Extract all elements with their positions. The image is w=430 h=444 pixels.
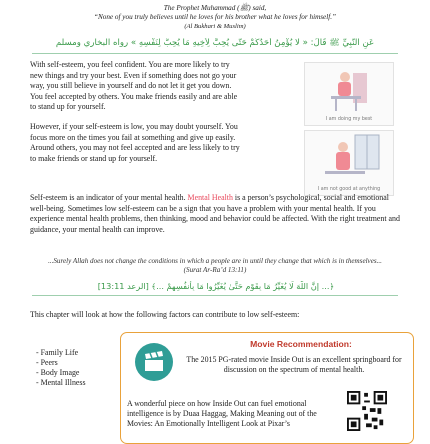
- movie-title: Movie Recommendation:: [250, 339, 352, 349]
- hadith-quote: [30, 4, 400, 31]
- qr-code-icon[interactable]: [347, 391, 387, 431]
- illustration-doing-best: [304, 62, 394, 126]
- divider: [32, 53, 398, 54]
- clapperboard-icon: [135, 343, 173, 381]
- paragraph-self-esteem-low: However, if your self-esteem is low, you may doubt yourself. You focus more on the times you fail at something and give up easily. Around others, you may not feel accepted and are less likely to try to make friends or stand up for yourself.: [30, 122, 240, 163]
- divider: [32, 295, 398, 296]
- chapter-intro: This chapter will look at how the following factors can contribute to low self-esteem:: [30, 310, 300, 319]
- list-item: - Mental Illness: [36, 378, 106, 388]
- person-at-window-icon: [305, 131, 393, 185]
- movie-description: The 2015 PG-rated movie Inside Out is an excellent springboard for discussion on the spectrum of mental health.: [186, 355, 402, 374]
- mental-health-term: Mental Health: [187, 193, 233, 202]
- movie-recommendation-box: [120, 332, 414, 444]
- factors-list: [36, 348, 106, 388]
- mental-health-text-before: Self-esteem is an indicator of your mental health.: [30, 193, 188, 202]
- caption-not-good: I am not good at anything: [317, 187, 381, 192]
- illustration-not-good: [304, 130, 394, 196]
- person-at-desk-icon: [305, 63, 393, 115]
- hadith-text: “None of you truly believes until he loves for his brother what he loves for himself.”: [93, 13, 337, 21]
- caption-doing-best: I am doing my best: [325, 117, 373, 122]
- hadith-arabic: عَنِ النَّبِيِّ ﷺ قَالَ: « لَا يُؤْمِنُ أَحَدُكُمْ حَتَّى يُحِبَّ لِأَخِيهِ مَا يُحِبُّ لِنَفْسِهِ » رواه البخاري ومسلم: [55, 38, 375, 48]
- paragraph-self-esteem-high: With self-esteem, you feel confident. You are more likely to try new things and try your best. Even if something does not go your way, you still believe in yourself and do not let it get you down. You feel accepted by others. You make friends easily and are able to stand up for yourself.: [30, 60, 238, 112]
- list-item: - Body Image: [36, 368, 106, 378]
- quran-arabic: ﴿... إِنَّ اللَّهَ لَا يُغَيِّرُ مَا بِقَوْمٍ حَتَّىٰ يُغَيِّرُوا مَا بِأَنفُسِهِمْ ...﴾ [الرعد 13:11]: [97, 281, 335, 291]
- movie-article-note: A wonderful piece on how Inside Out can fuel emotional intelligence is by Duaa Haggag, Making Meaning out of the Movies: An Emotionally Intelligent Look at Pixar’s: [127, 399, 317, 428]
- list-item: - Peers: [36, 358, 106, 368]
- quran-quote: ...Surely Allah does not change the conditions in which a people are in until they change that which is in themselves... (Surat Ar-Ra’d 13:11): [48, 257, 382, 275]
- paragraph-mental-health: [30, 193, 404, 235]
- hadith-source: (Al Bukhari & Muslim): [184, 23, 246, 30]
- hadith-intro: The Prophet Muhammad (ﷺ) said,: [163, 4, 267, 12]
- list-item: - Family Life: [36, 348, 106, 358]
- mental-health-text-after: is a person’s psychological, social and emotional well-being. Sometimes low self-esteem can be a sign that you have a problem with your mental health. If you experience mental health problems, then thinking, mood and behavior could be affected. With the right treatment and guidance, your mental health can improve.: [30, 193, 400, 234]
